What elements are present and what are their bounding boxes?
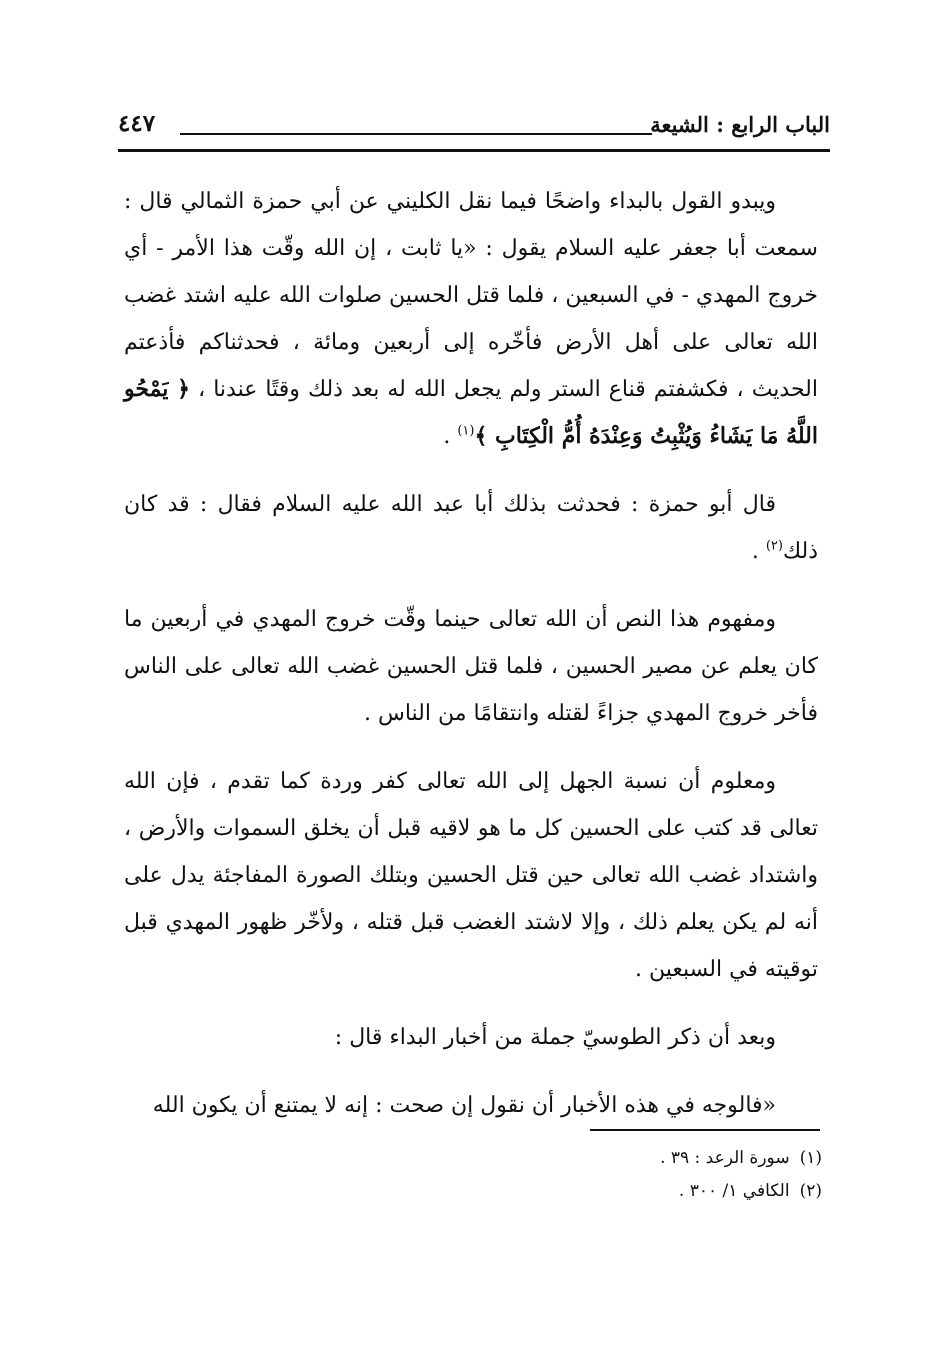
footnote-text: الكافي ١/ ٣٠٠ . [678, 1181, 790, 1201]
footnote-ref-2: (٢) [765, 538, 783, 554]
page-number: ٤٤٧ [118, 110, 156, 137]
paragraph-1 [124, 178, 818, 460]
paragraph-2-end: . [751, 539, 759, 564]
paragraph-2 [124, 481, 818, 575]
footnote-text: سورة الرعد : ٣٩ . [660, 1148, 790, 1168]
footnote-number: (١) [799, 1148, 822, 1168]
quran-verse: ﴿ يَمْحُو اللَّهُ مَا يَشَاءُ وَيُثْبِتُ وَعِنْدَهُ أُمُّ الْكِتَابِ ﴾ [124, 376, 818, 449]
running-header [118, 108, 830, 148]
main-text [124, 178, 818, 1150]
footnote-2 [122, 1175, 822, 1208]
header-dash-line [180, 133, 652, 135]
footnotes [122, 1142, 822, 1208]
paragraph-5: وبعد أن ذكر الطوسيّ جملة من أخبار البداء قال : [334, 1025, 776, 1050]
footnote-number: (٢) [799, 1181, 822, 1201]
paragraph-4: ومعلوم أن نسبة الجهل إلى الله تعالى كفر وردة كما تقدم ، فإن الله تعالى قد كتب على الحسين كل ما هو لاقيه قبل أن يخلق السموات والأرض ، واشتداد غضب الله تعالى حين قتل الحسين وبتلك الصورة المفاجئة يدل على أنه لم يكن يعلم ذلك ، وإلا لاشتد الغضب قبل قتله ، ولأخّر ظهور المهدي قبل توقيته في السبعين . [124, 769, 818, 982]
paragraph-1-end: . [443, 424, 451, 449]
footnote-ref-1: (١) [457, 423, 475, 439]
footnote-1 [122, 1142, 822, 1175]
paragraph-3: ومفهوم هذا النص أن الله تعالى حينما وقّت خروج المهدي في أربعين ما كان يعلم عن مصير الحسين ، فلما قتل الحسين غضب الله تعالى على الناس فأخر خروج المهدي جزاءً لقتله وانتقامًا من الناس . [124, 607, 818, 726]
paragraph-1-text: ويبدو القول بالبداء واضحًا فيما نقل الكليني عن أبي حمزة الثمالي قال : سمعت أبا جعفر عليه السلام يقول : «يا ثابت ، إن الله وقّت هذا الأمر - أي خروج المهدي - في السبعين ، فلما قتل الحسين صلوات الله عليه اشتد غضب الله تعالى على أهل الأرض فأخّره إلى أربعين ومائة ، فحدثناكم فأذعتم الحديث ، فكشفتم قناع الستر ولم يجعل الله له بعد ذلك وقتًا عندنا ، [124, 189, 818, 402]
header-rule [118, 149, 830, 152]
paragraph-2-text: قال أبو حمزة : فحدثت بذلك أبا عبد الله عليه السلام فقال : قد كان ذلك [124, 492, 818, 564]
footnote-separator [590, 1129, 820, 1131]
paragraph-6: «فالوجه في هذه الأخبار أن نقول إن صحت : إنه لا يمتنع أن يكون الله [152, 1093, 776, 1118]
chapter-title: الباب الرابع : الشيعة [650, 112, 830, 137]
